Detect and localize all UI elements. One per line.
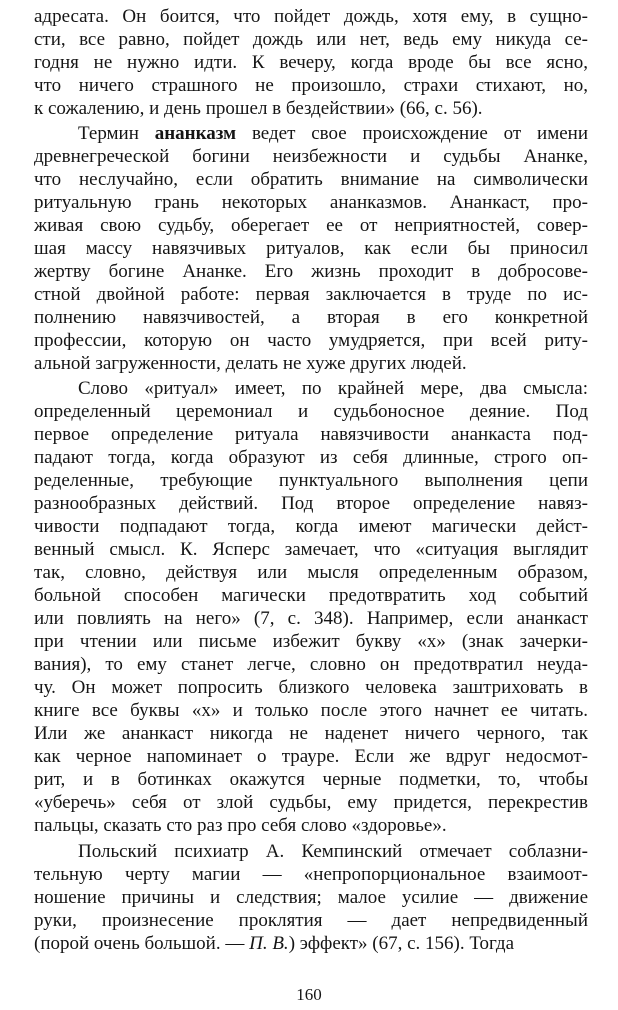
text-line: рит, и в ботинках окажутся черные подметки, то, чтобы — [34, 769, 588, 790]
text-line: шая массу навязчивых ритуалов, как если бы приносил — [34, 238, 588, 259]
text-line: Польский психиатр А. Кемпинский отмечает соблазни- — [78, 841, 588, 862]
text-line: Слово «ритуал» имеет, по крайней мере, два смысла: — [78, 378, 588, 399]
text-line: разнообразных действий. Под второе определение навяз- — [34, 493, 588, 514]
text-line: книге все буквы «х» и только после этого начнет ее читать. — [34, 700, 588, 721]
text-line: что неслучайно, если обратить внимание на символически — [34, 169, 588, 190]
text-line: определенный церемониал и судьбоносное деяние. Под — [34, 401, 588, 422]
text-line: «уберечь» себя от злой судьбы, ему придется, перекрестив — [34, 792, 588, 813]
text-line: полнению навязчивостей, а вторая в его конкретной — [34, 307, 588, 328]
text-line: вания), то ему станет легче, словно он предотвратил неуда- — [34, 654, 588, 675]
author-initials: П. В. — [249, 933, 289, 954]
text-line: руки, произнесение проклятия — дает непредвиденный — [34, 910, 588, 931]
text-line: (порой очень большой. — П. В.) эффект» (67, с. 156). Тогда — [34, 933, 514, 954]
text-line: так, словно, действуя или мысля определенным образом, — [34, 562, 588, 583]
text-line: адресата. Он боится, что пойдет дождь, хотя ему, в сущно- — [34, 6, 588, 27]
text-line: или повлиять на него» (7, с. 348). Например, если ананкаст — [34, 608, 588, 629]
text-line: чу. Он может попросить близкого человека заштриховать в — [34, 677, 588, 698]
text-line: древнегреческой богини неизбежности и судьбы Ананке, — [34, 146, 588, 167]
text-line: что ничего страшного не произошло, страхи стихают, но, — [34, 75, 588, 96]
text-line: альной загруженности, делать не хуже других людей. — [34, 353, 467, 374]
text-line: чивости подпадают тогда, когда имеют магически дейст- — [34, 516, 588, 537]
text-line: Или же ананкаст никогда не наденет ничего черного, так — [34, 723, 588, 744]
text-line: больной способен магически предотвратить ход событий — [34, 585, 588, 606]
text-line: ределенные, требующие пунктуального выполнения цепи — [34, 470, 588, 491]
text-line: Термин ананказм ведет свое происхождение от имени — [78, 123, 589, 144]
text-line: пальцы, сказать сто раз про себя слово «здоровье». — [34, 815, 447, 836]
text-line: сти, все равно, пойдет дождь или нет, ведь ему никуда се- — [34, 29, 588, 50]
text-line: годня не нужно идти. К вечеру, когда вроде бы все ясно, — [34, 52, 588, 73]
text-line: ритуальную грань некоторых ананказмов. Ананкаст, про- — [34, 192, 588, 213]
text-line: первое определение ритуала навязчивости ананкаста под- — [34, 424, 588, 445]
term-emphasis: ананказм — [154, 123, 237, 144]
text-line: при чтении или письме избежит букву «х» (знак зачерки- — [34, 631, 588, 652]
text-line: жертву богине Ананке. Его жизнь проходит в добросове- — [34, 261, 588, 282]
text-line: тельную черту магии — «непропорциональное взаимоот- — [34, 864, 588, 885]
text-line: падают тогда, когда образуют из себя длинные, строго оп- — [34, 447, 588, 468]
text-line: ношение причины и следствия; малое усилие — движение — [34, 887, 588, 908]
text-line: профессии, которую он часто умудряется, при всей риту- — [34, 330, 588, 351]
page-number: 160 — [296, 985, 322, 1004]
text-line: стной двойной работе: первая заключается в труде по ис- — [34, 284, 588, 305]
text-line: к сожалению, и день прошел в бездействии» (66, с. 56). — [34, 98, 483, 119]
text-line: как черное напоминает о трауре. Если же вдруг недосмот- — [34, 746, 588, 767]
text-line: венный смысл. К. Ясперс замечает, что «ситуация выглядит — [34, 539, 588, 560]
text-line: живая свою судьбу, оберегает ее от неприятностей, совер- — [34, 215, 588, 236]
